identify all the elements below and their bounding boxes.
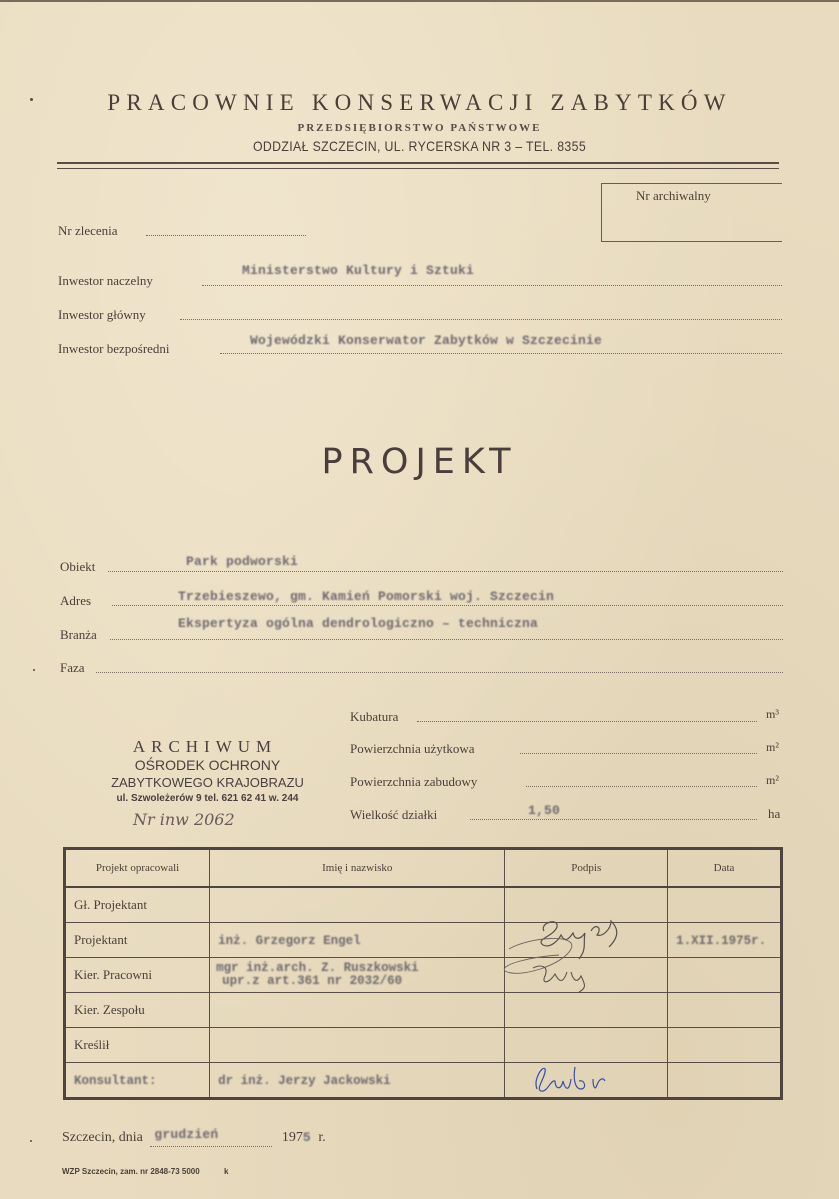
name-cell bbox=[210, 993, 505, 1028]
name-line-2: upr.z art.361 nr 2032/60 bbox=[222, 974, 403, 988]
direct-investor-line bbox=[220, 353, 782, 354]
organization-address: ODDZIAŁ SZCZECIN, UL. RYCERSKA NR 3 – TEL. 8355 bbox=[252, 138, 587, 154]
role-cell: Projektant bbox=[65, 923, 210, 958]
object-line bbox=[108, 571, 783, 572]
role-cell: Konsultant: bbox=[65, 1063, 210, 1099]
discipline-value: Ekspertyza ogólna dendrologiczno – techniczna bbox=[178, 616, 539, 631]
plot-size-label: Wielkość działki bbox=[350, 807, 438, 822]
object-value: Park podworski bbox=[186, 554, 299, 569]
chief-investor-label: Inwestor naczelny bbox=[58, 273, 153, 288]
table-row bbox=[65, 1063, 782, 1099]
paper-speck bbox=[33, 669, 35, 671]
order-number-line bbox=[146, 235, 306, 236]
table-row bbox=[65, 993, 782, 1028]
usable-area-label: Powierzchnia użytkowa bbox=[350, 741, 475, 756]
header-role: Projekt opracowali bbox=[65, 849, 210, 888]
handwritten-inventory-number: Nr inw 2062 bbox=[133, 810, 235, 829]
volume-unit: m³ bbox=[766, 707, 779, 721]
discipline-line bbox=[110, 639, 783, 640]
signature-cell bbox=[505, 887, 668, 923]
header-signature: Podpis bbox=[505, 849, 668, 888]
date-cell bbox=[668, 1063, 782, 1099]
name-cell: dr inż. Jerzy Jackowski bbox=[210, 1063, 505, 1099]
plot-size-value: 1,50 bbox=[528, 803, 561, 818]
name-cell bbox=[210, 958, 505, 993]
date-cell bbox=[668, 1028, 782, 1063]
address-line bbox=[112, 605, 783, 606]
role-cell: Gł. Projektant bbox=[65, 887, 210, 923]
signature-ruszkowski-icon bbox=[515, 954, 635, 994]
direct-investor-label: Inwestor bezpośredni bbox=[58, 341, 170, 356]
built-area-label: Powierzchnia zabudowy bbox=[350, 774, 478, 789]
main-investor-label: Inwestor główny bbox=[58, 307, 146, 322]
discipline-label: Branża bbox=[60, 627, 97, 642]
archive-stamp-line3: ul. Szwoleżerów 9 tel. 621 62 41 w. 244 bbox=[116, 793, 299, 804]
table-row bbox=[65, 923, 782, 958]
place-and-date bbox=[62, 1127, 326, 1147]
year-prefix: 197 bbox=[281, 1130, 303, 1145]
date-cell bbox=[668, 958, 782, 993]
signature-cell bbox=[505, 993, 668, 1028]
staff-table-header bbox=[65, 849, 782, 888]
print-mark: k bbox=[223, 1167, 229, 1176]
archive-stamp-line2: ZABYTKOWEGO KRAJOBRAZU bbox=[111, 775, 304, 790]
signature-cell bbox=[505, 958, 668, 993]
print-info-text: WZP Szczecin, zam. nr 2848-73 5000 bbox=[62, 1167, 200, 1176]
object-label: Obiekt bbox=[60, 559, 96, 574]
role-cell: Kreślił bbox=[65, 1028, 210, 1063]
archive-stamp-title: ARCHIWUM bbox=[132, 737, 278, 756]
date-cell: 1.XII.1975r. bbox=[668, 923, 782, 958]
table-row bbox=[65, 1028, 782, 1063]
chief-investor-value: Ministerstwo Kultury i Sztuki bbox=[242, 263, 475, 278]
address-value: Trzebieszewo, gm. Kamień Pomorski woj. Szczecin bbox=[178, 589, 555, 604]
plot-size-unit: ha bbox=[768, 806, 781, 821]
archive-stamp-line1: OŚRODEK OCHRONY bbox=[134, 757, 281, 773]
signature-cell bbox=[505, 1063, 668, 1099]
name-cell bbox=[210, 1028, 505, 1063]
date-cell bbox=[668, 993, 782, 1028]
print-info bbox=[62, 1167, 228, 1176]
role-cell: Kier. Pracowni bbox=[65, 958, 210, 993]
signature-cell bbox=[505, 923, 668, 958]
direct-investor-value: Wojewódzki Konserwator Zabytków w Szczecinie bbox=[250, 333, 603, 348]
phase-line bbox=[96, 672, 783, 673]
signature-blue-ink-icon bbox=[525, 1059, 635, 1099]
year-end: r. bbox=[318, 1130, 326, 1145]
phase-label: Faza bbox=[60, 660, 85, 675]
built-area-line bbox=[526, 786, 757, 787]
archive-number-label: Nr archiwalny bbox=[636, 188, 711, 203]
order-number-label: Nr zlecenia bbox=[58, 223, 118, 238]
signature-cell bbox=[505, 1028, 668, 1063]
organization-subtitle: PRZEDSIĘBIORSTWO PAŃSTWOWE bbox=[297, 122, 542, 134]
table-row bbox=[65, 958, 782, 993]
volume-label: Kubatura bbox=[350, 709, 399, 724]
header-divider bbox=[57, 162, 779, 169]
paper-speck bbox=[30, 1140, 32, 1142]
chief-investor-line bbox=[202, 285, 782, 286]
name-cell bbox=[210, 887, 505, 923]
usable-area-unit: m² bbox=[766, 740, 779, 754]
role-cell: Kier. Zespołu bbox=[65, 993, 210, 1028]
name-cell: inż. Grzegorz Engel bbox=[210, 923, 505, 958]
plot-size-line bbox=[470, 819, 757, 820]
day-field bbox=[150, 1127, 272, 1147]
organization-title: PRACOWNIE KONSERWACJI ZABYTKÓW bbox=[107, 90, 732, 115]
header-name: Imię i nazwisko bbox=[210, 849, 505, 888]
table-row bbox=[65, 887, 782, 923]
volume-line bbox=[417, 721, 757, 722]
document-title: PROJEKT bbox=[321, 442, 518, 482]
date-cell bbox=[668, 887, 782, 923]
usable-area-line bbox=[520, 753, 757, 754]
year-suffix: 5 bbox=[302, 1130, 311, 1145]
header-date: Data bbox=[668, 849, 782, 888]
place-label: Szczecin, dnia bbox=[62, 1130, 143, 1145]
address-label: Adres bbox=[60, 593, 92, 608]
day-value: grudzień bbox=[154, 1127, 219, 1142]
built-area-unit: m² bbox=[766, 773, 779, 787]
name-line-1: mgr inż.arch. Z. Ruszkowski bbox=[216, 961, 419, 975]
main-investor-line bbox=[180, 319, 782, 320]
staff-table bbox=[63, 847, 783, 1100]
